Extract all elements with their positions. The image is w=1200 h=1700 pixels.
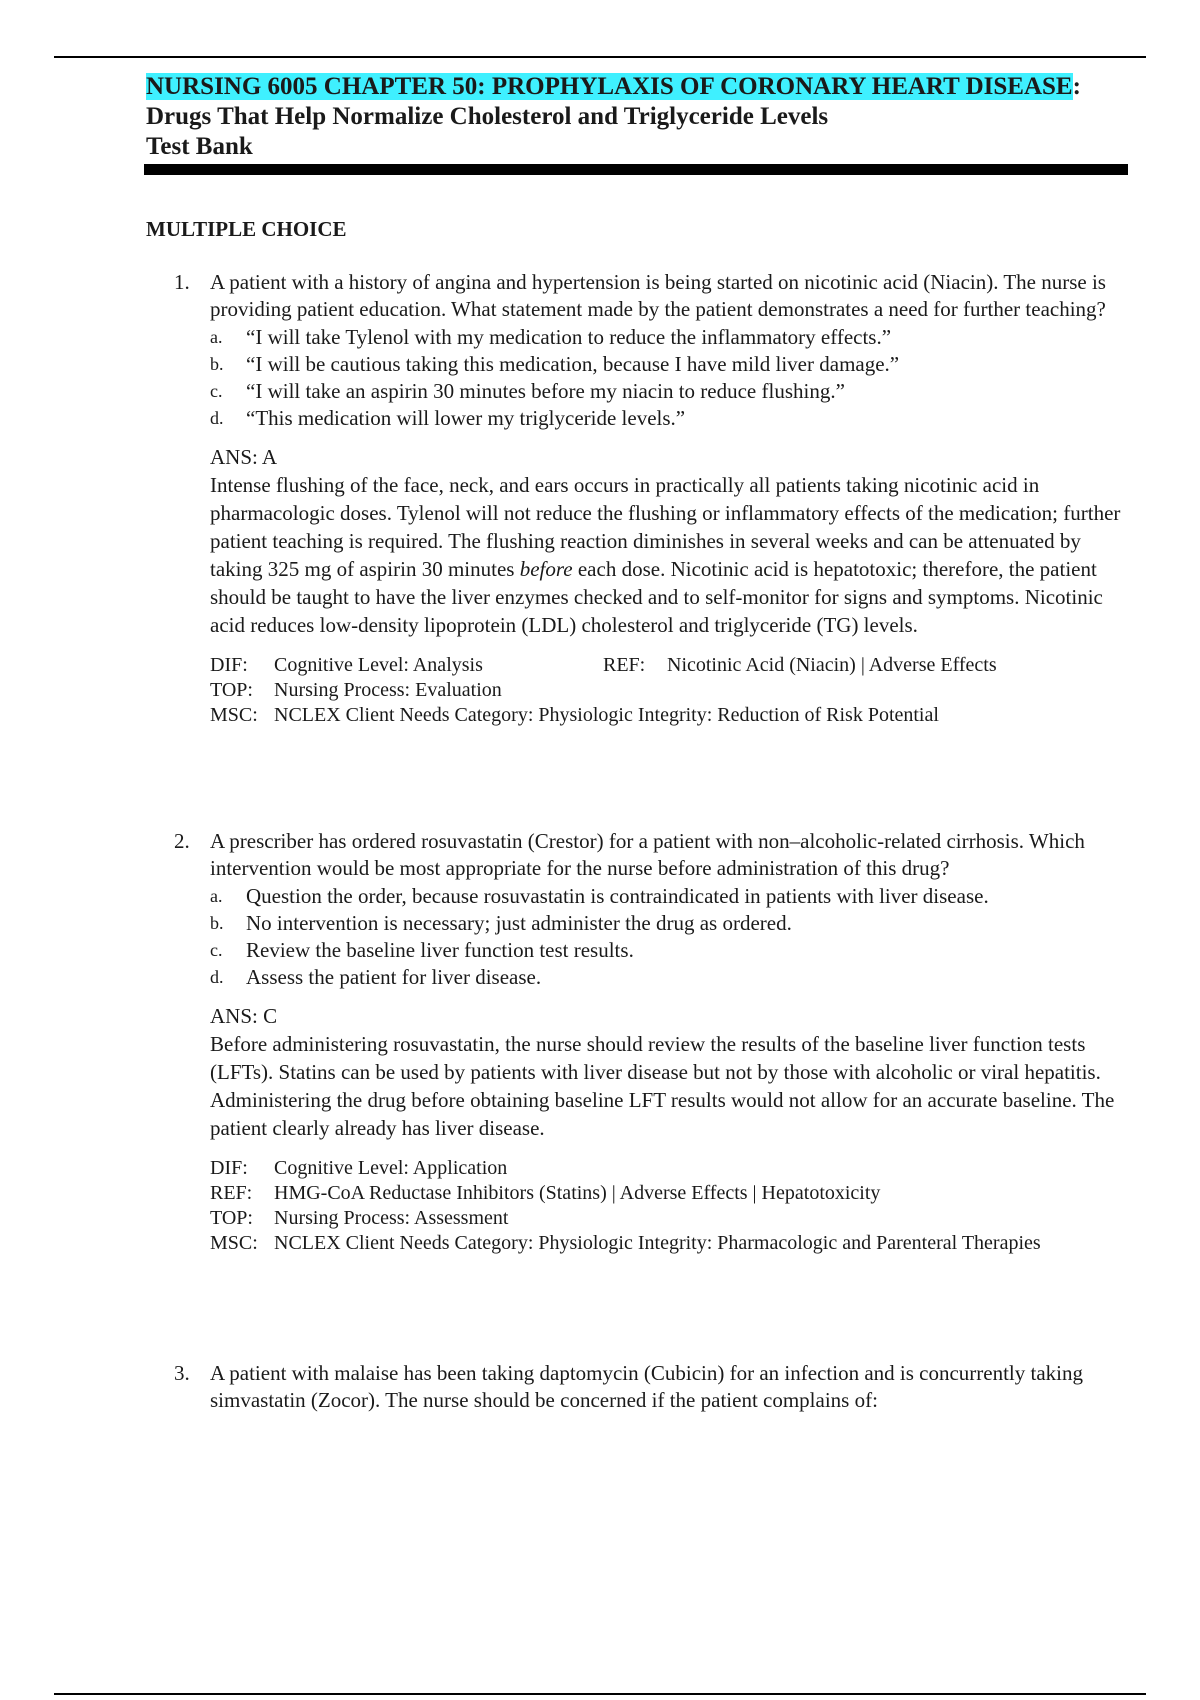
answer-choices <box>210 324 1136 432</box>
rationale: Intense flushing of the face, neck, and ears occurs in practically all patients taking nicotinic acid in pharmacologic doses. Tylenol will not reduce the flushing or inflammatory effects of the medication; further patient teaching is required. The flushing reaction diminishes in several weeks and can be attenuated by taking 325 mg of aspirin 30 minutes before each dose. Nicotinic acid is hepatotoxic; therefore, the patient should be taught to have the liver enzymes checked and to self-monitor for signs and symptoms. Nicotinic acid reduces low-density lipoprotein (LDL) cholesterol and triglyceride (TG) levels. <box>210 473 1121 637</box>
meta-ref: REF: Nicotinic Acid (Niacin) | Adverse Effects <box>603 654 997 676</box>
question-stem: A patient with a history of angina and hypertension is being started on nicotinic acid (Niacin). The nurse is providing patient education. What statement made by the patient demonstrates a need for further teaching? <box>210 270 1106 321</box>
choice-c: c. Review the baseline liver function test results. <box>210 938 634 962</box>
meta-top: TOP: Nursing Process: Evaluation <box>210 679 502 701</box>
question-number: 1. <box>174 270 190 294</box>
meta-dif-ref: DIF: Cognitive Level: Analysis REF: Nicotinic Acid (Niacin) | Adverse Effects <box>210 654 997 676</box>
question-3 <box>146 1360 1136 1414</box>
title-test-bank: Test Bank <box>146 133 253 160</box>
document-title <box>146 72 1136 162</box>
section-heading: MULTIPLE CHOICE <box>146 217 347 241</box>
title-underline-bar <box>144 164 1128 175</box>
choice-c: c. “I will take an aspirin 30 minutes before my niacin to reduce flushing.” <box>210 379 845 403</box>
question-1 <box>146 269 1136 728</box>
choice-d: d. Assess the patient for liver disease. <box>210 965 542 989</box>
question-metadata <box>210 653 1136 728</box>
choice-d: d. “This medication will lower my triglyceride levels.” <box>210 406 686 430</box>
top-rule <box>54 56 1146 58</box>
choice-b: b. No intervention is necessary; just administer the drug as ordered. <box>210 911 792 935</box>
choice-a: a. “I will take Tylenol with my medication to reduce the inflammatory effects.” <box>210 325 892 349</box>
question-stem: A prescriber has ordered rosuvastatin (Crestor) for a patient with non–alcoholic-related cirrhosis. Which intervention would be most appropriate for the nurse before administration of this drug? <box>210 829 1085 880</box>
title-subtitle: : Drugs That Help Normalize Cholesterol and Triglyceride Levels <box>146 73 1081 130</box>
choice-b: b. “I will be cautious taking this medication, because I have mild liver damage.” <box>210 352 900 376</box>
question-metadata <box>210 1156 1136 1256</box>
answer-key: ANS: C <box>210 1004 278 1028</box>
meta-dif: DIF: Cognitive Level: Application <box>210 1157 508 1179</box>
question-number: 2. <box>174 829 190 853</box>
question-stem: A patient with malaise has been taking daptomycin (Cubicin) for an infection and is concurrently taking simvastatin (Zocor). The nurse should be concerned if the patient complains of: <box>210 1361 1084 1412</box>
choice-a: a. Question the order, because rosuvastatin is contraindicated in patients with liver disease. <box>210 884 989 908</box>
meta-msc: MSC: NCLEX Client Needs Category: Physiologic Integrity: Pharmacologic and Parenteral Therapies <box>210 1232 1041 1254</box>
meta-top: TOP: Nursing Process: Assessment <box>210 1207 509 1229</box>
meta-msc: MSC: NCLEX Client Needs Category: Physiologic Integrity: Reduction of Risk Potential <box>210 704 939 726</box>
answer-key: ANS: A <box>210 445 278 469</box>
answer-choices <box>210 883 1136 991</box>
question-number: 3. <box>174 1361 190 1385</box>
question-2 <box>146 828 1136 1256</box>
title-highlighted: NURSING 6005 CHAPTER 50: PROPHYLAXIS OF CORONARY HEART DISEASE <box>146 73 1073 100</box>
rationale: Before administering rosuvastatin, the nurse should review the results of the baseline liver function tests (LFTs). Statins can be used by patients with liver disease but not by those with alcoholic or viral hepatitis. Administering the drug before obtaining baseline LFT results would not allow for an accurate baseline. The patient clearly already has liver disease. <box>210 1032 1115 1140</box>
bottom-rule <box>54 1693 1146 1695</box>
meta-ref: REF: HMG-CoA Reductase Inhibitors (Statins) | Adverse Effects | Hepatotoxicity <box>210 1182 881 1204</box>
